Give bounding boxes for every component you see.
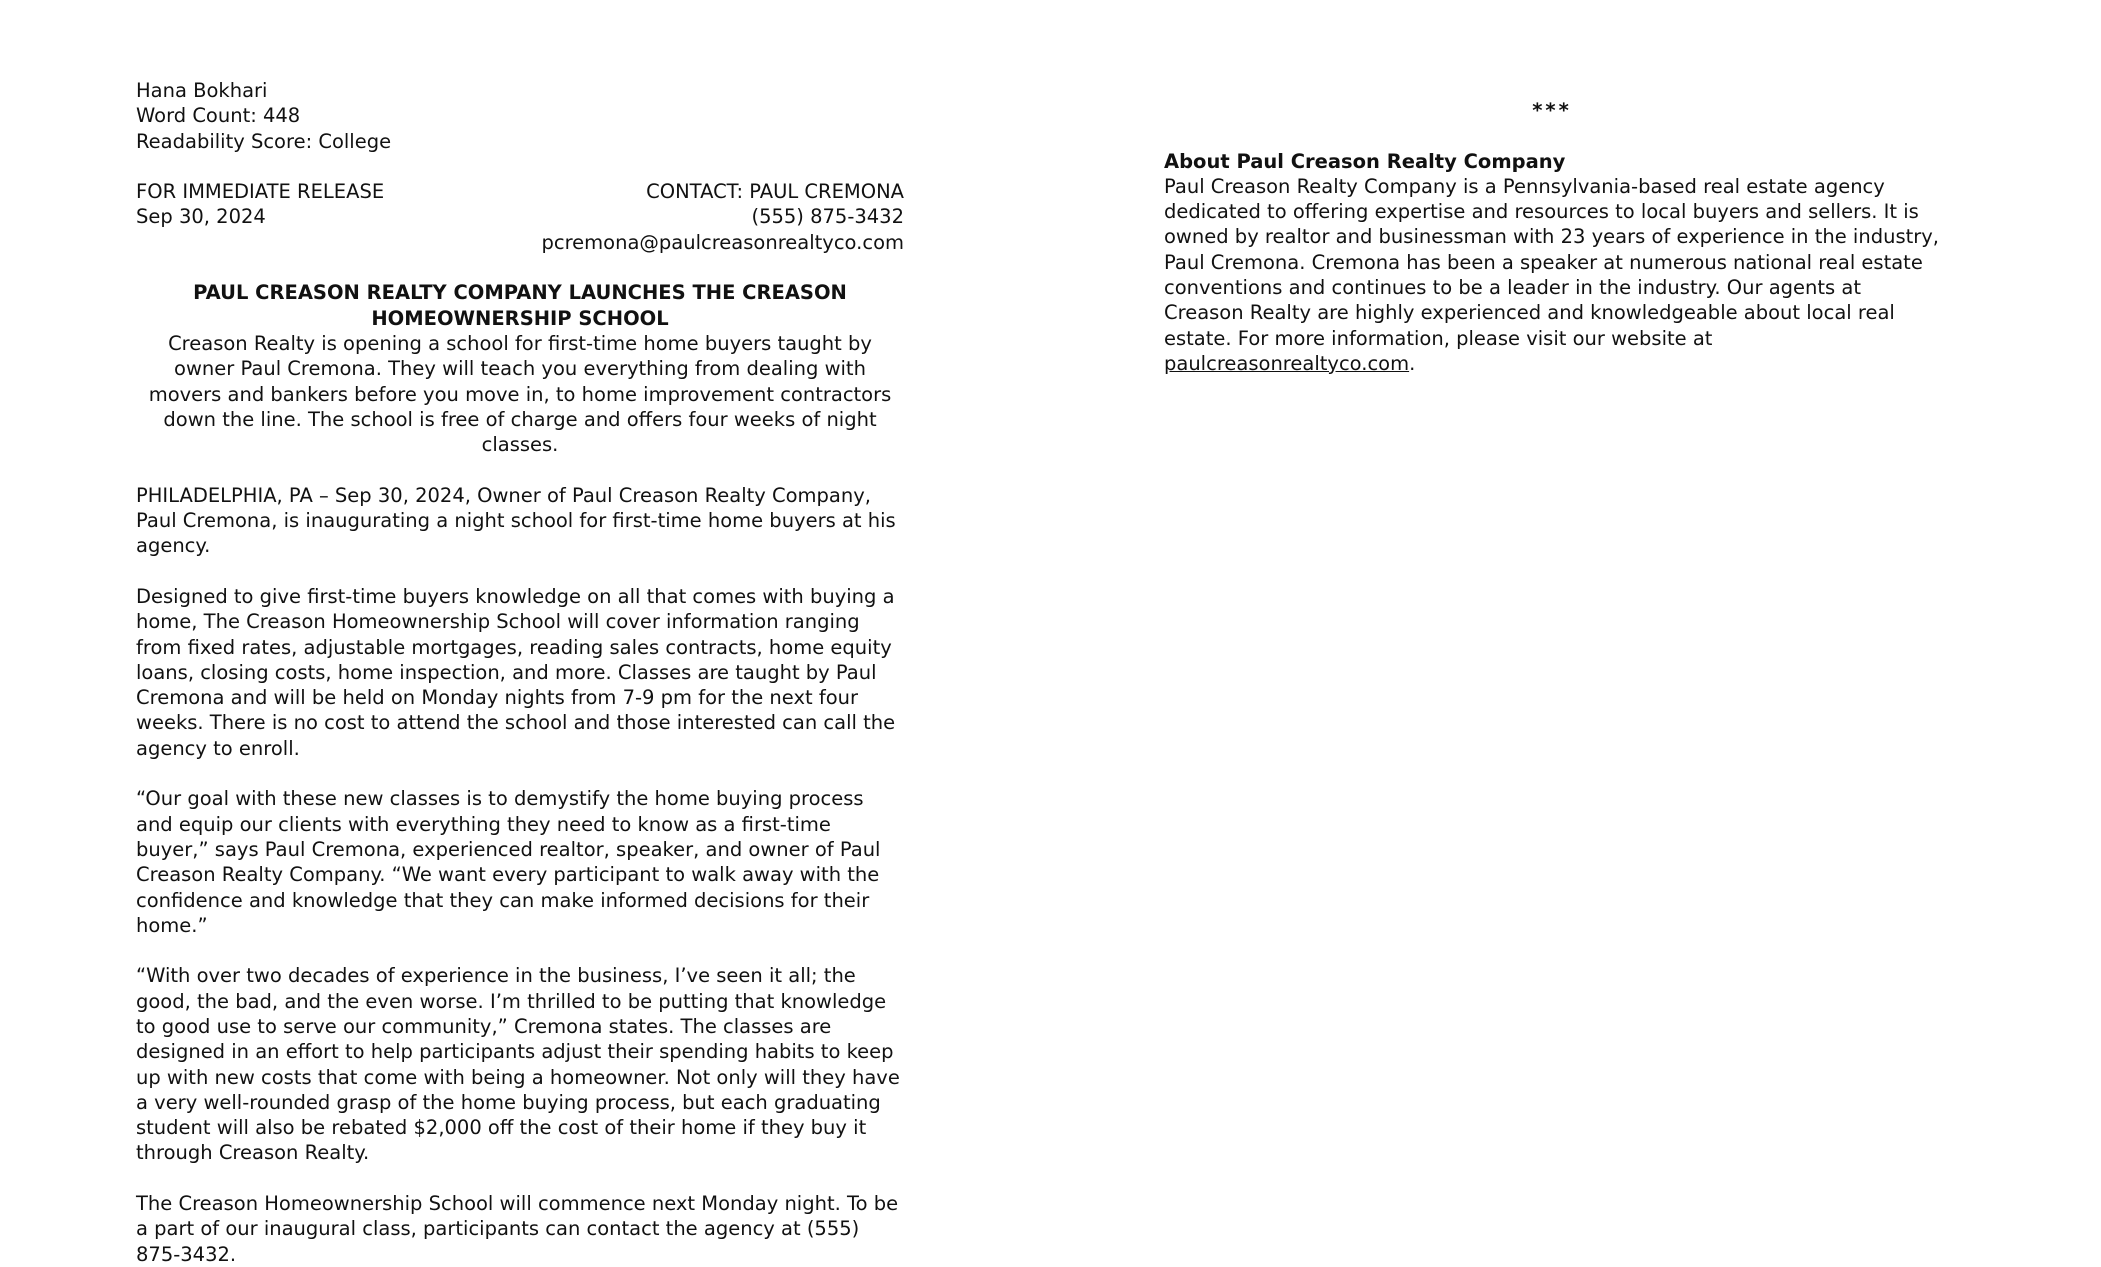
press-release-left-column: [136, 78, 904, 1267]
headline: PAUL CREASON REALTY COMPANY LAUNCHES THE CREASON HOMEOWNERSHIP SCHOOL: [193, 281, 847, 330]
contact-label: CONTACT: PAUL CREMONA: [646, 180, 904, 204]
body-paragraph-program: Designed to give first-time buyers knowledge on all that comes with buying a home, The Creason Homeownership School will cover information ranging from fixed rates, adjustable mortgages, reading sales contracts, home equity loans, closing costs, home inspection, and more. Classes are taught by Paul Cremona and will be held on Monday nights from 7-9 pm for the next four weeks. There is no cost to attend the school and those interested can call the agency to enroll.: [136, 584, 896, 760]
author-block: [136, 78, 904, 154]
body-paragraph-dateline: PHILADELPHIA, PA – Sep 30, 2024, Owner of Paul Creason Realty Company, Paul Cremona, is inaugurating a night school for first-time home buyers at his agency.: [136, 483, 896, 558]
press-release-right-column: [1164, 98, 1940, 376]
author-name: Hana Bokhari: [136, 79, 268, 102]
body-paragraph-quote-experience: “With over two decades of experience in the business, I’ve seen it all; the good, the bad, and the even worse. I’m thrilled to be putting that knowledge to good use to serve our community,” Cremona states. The classes are designed in an effort to help participants adjust their spending habits to keep up with new costs that come with being a homeowner. Not only will they have a very well-rounded grasp of the home buying process, but each graduating student will also be rebated $2,000 off the cost of their home if they buy it through Creason Realty.: [136, 964, 900, 1165]
about-body: [1164, 174, 1940, 376]
contact-phone: (555) 875-3432: [751, 205, 904, 229]
about-text: Paul Creason Realty Company is a Pennsylvania-based real estate agency dedicated to offering expertise and resources to local buyers and sellers. It is owned by realtor and businessman with 23 years of experience in the industry, Paul Cremona. Cremona has been a speaker at numerous national real estate conventions and continues to be a leader in the industry. Our agents at Creason Realty are highly experienced and knowledgeable about local real estate. For more information, please visit our website at: [1164, 174, 1940, 350]
release-label: FOR IMMEDIATE RELEASE: [136, 180, 385, 204]
body-paragraph-closing: The Creason Homeownership School will commence next Monday night. To be a part of our inaugural class, participants can contact the agency at (555) 875-3432.: [136, 1192, 899, 1266]
release-contact-header: [136, 179, 904, 255]
about-title: About Paul Creason Realty Company: [1164, 149, 1566, 173]
body-paragraph-quote-goal: “Our goal with these new classes is to demystify the home buying process and equip our clients with everything they need to know as a first-time buyer,” says Paul Cremona, experienced realtor, speaker, and owner of Paul Creason Realty Company. “We want every participant to walk away with the confidence and knowledge that they can make informed decisions for their home.”: [136, 787, 881, 937]
subheadline: Creason Realty is opening a school for first-time home buyers taught by owner Paul Cremona. They will teach you everything from dealing with movers and bankers before you move in, to home improvement contractors down the line. The school is free of charge and offers four weeks of night classes.: [148, 331, 892, 457]
contact-info: [541, 179, 904, 255]
word-count: Word Count: 448: [136, 104, 301, 128]
release-date: Sep 30, 2024: [136, 205, 266, 229]
readability-score: Readability Score: College: [136, 129, 392, 153]
release-info: [136, 179, 384, 255]
contact-email: pcremona@paulcreasonrealtyco.com: [541, 230, 904, 254]
website-link[interactable]: paulcreasonrealtyco.com: [1164, 351, 1410, 375]
about-end-punct: .: [1409, 351, 1416, 375]
end-marks: ***: [1532, 99, 1572, 122]
